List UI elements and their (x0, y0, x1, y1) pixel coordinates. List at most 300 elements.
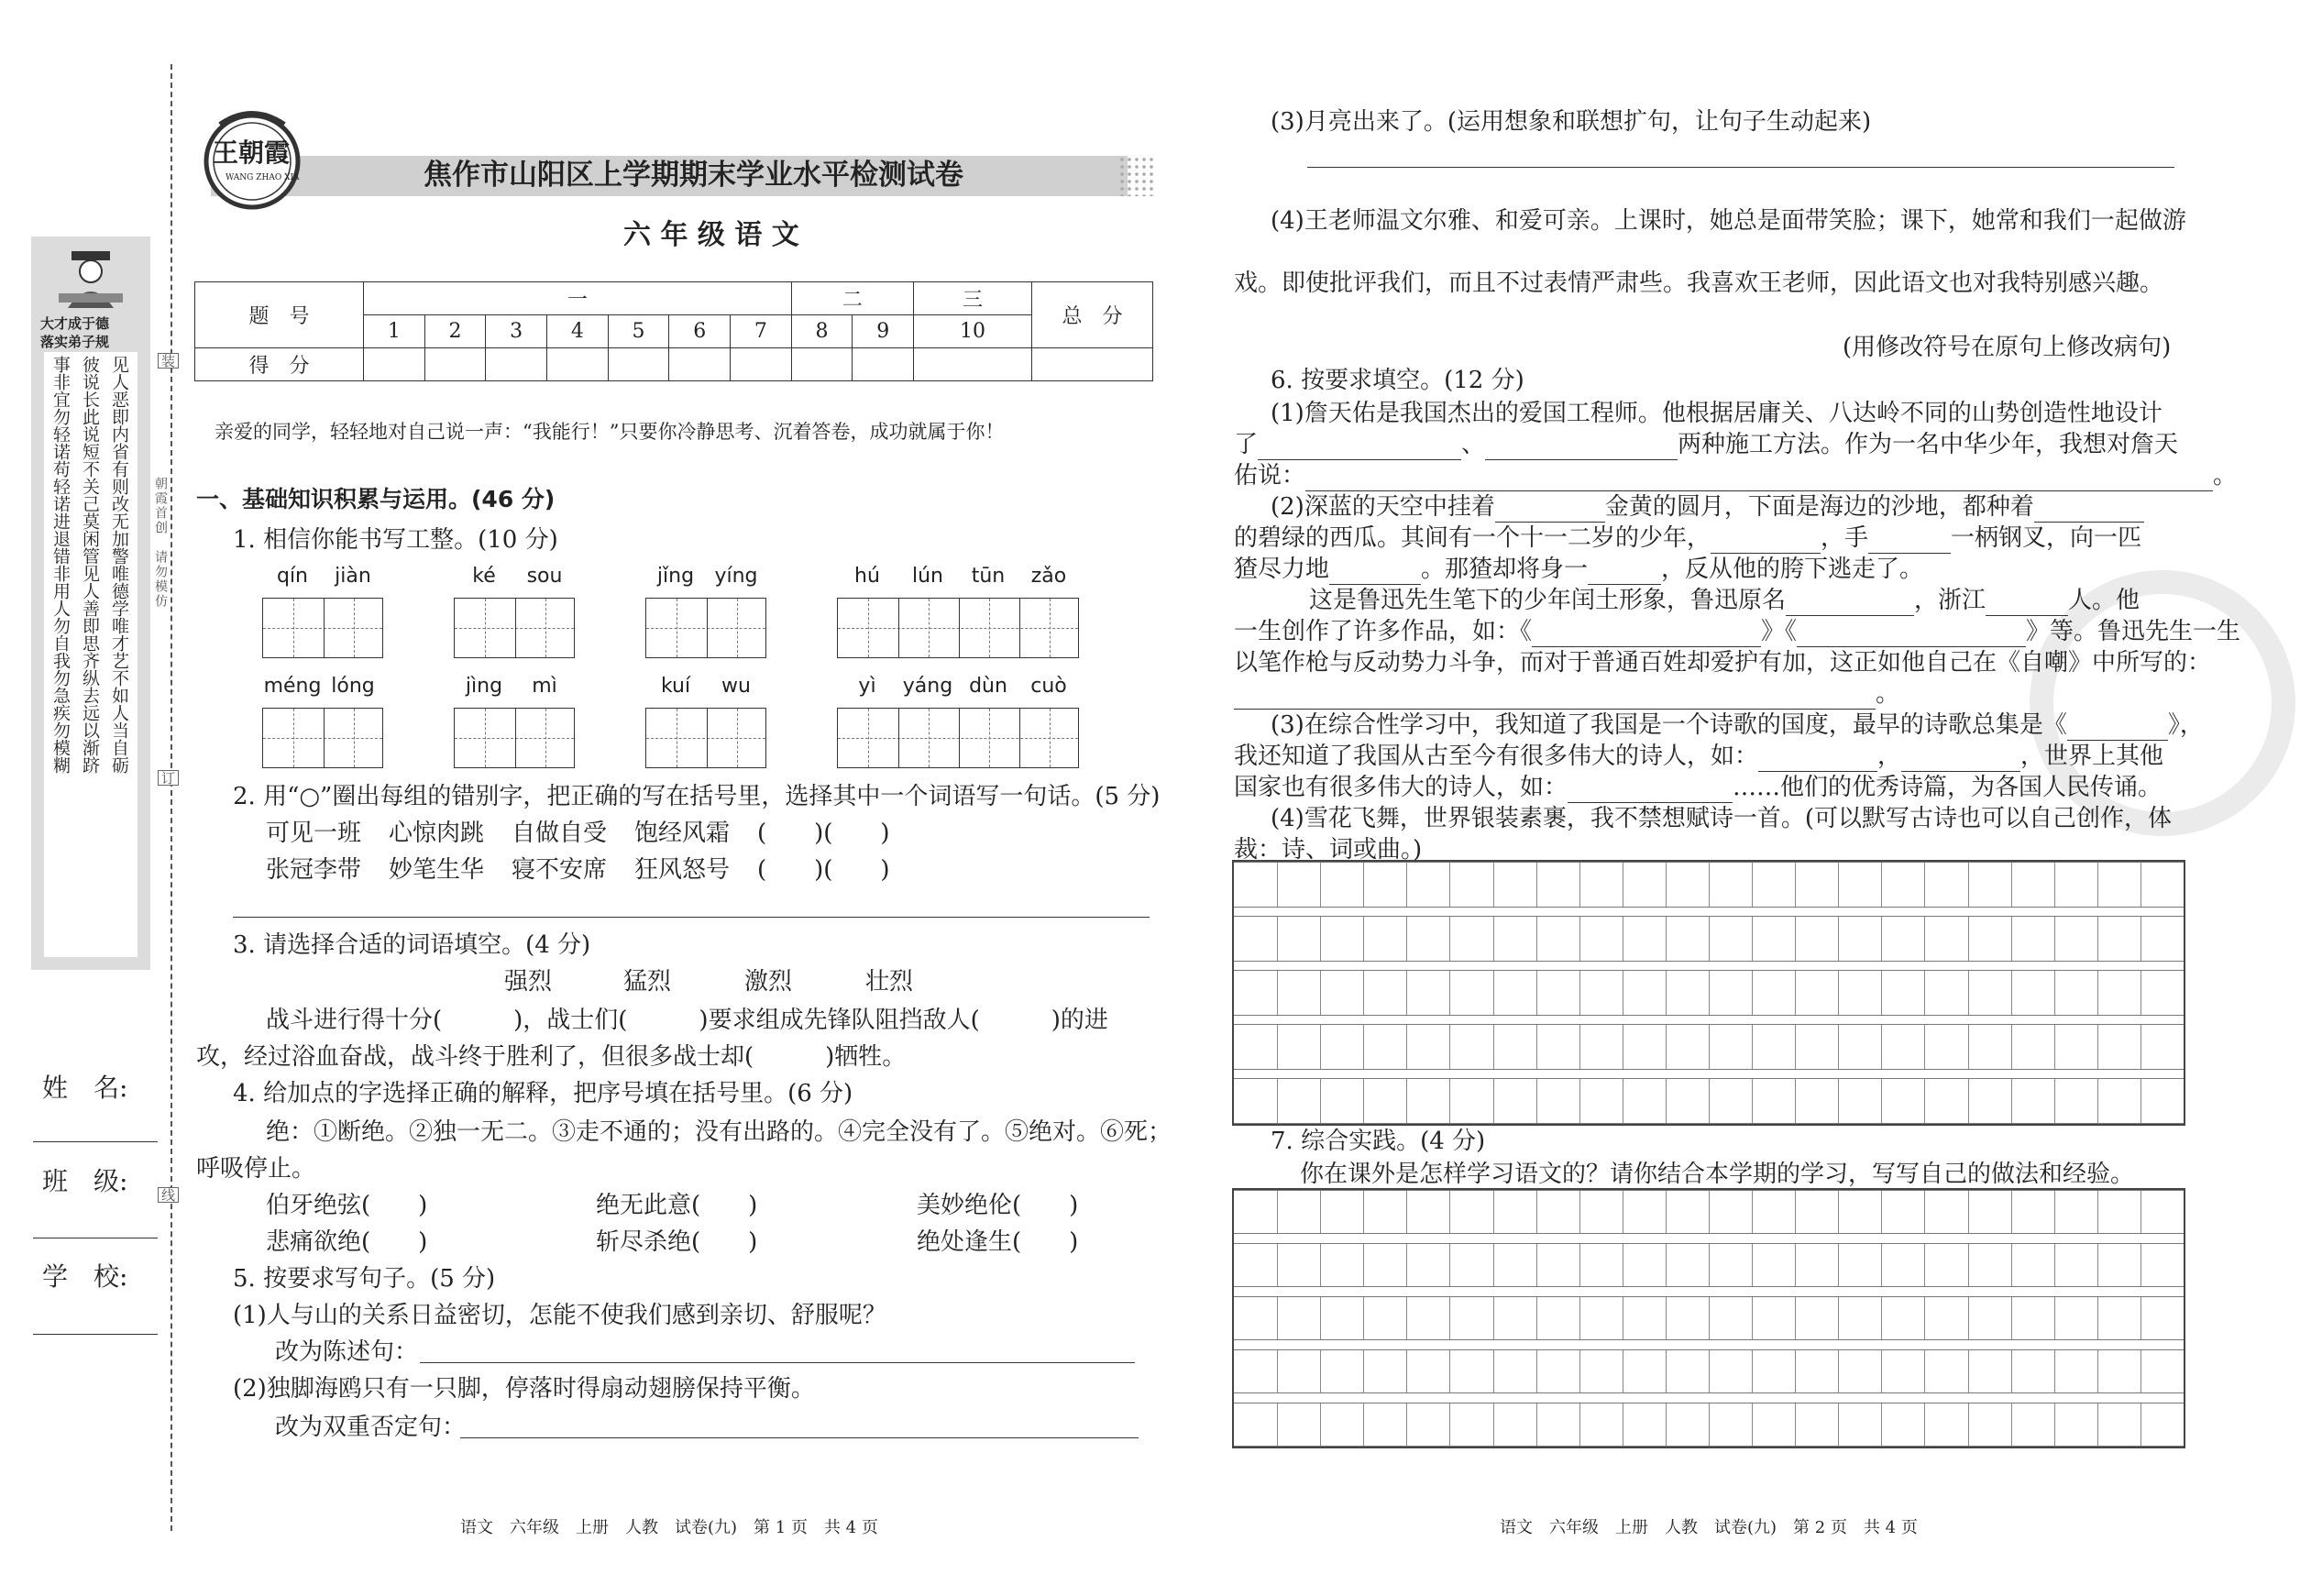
grid-cell-divider (1709, 1025, 1710, 1069)
grid-cell-divider (1666, 1025, 1667, 1069)
grid-cell-divider (1752, 1079, 1753, 1123)
grid-cell-divider (1795, 1079, 1796, 1123)
grid-cell-divider (1579, 1191, 1580, 1233)
section-one: 一 (364, 282, 792, 315)
grid-cell-divider (1752, 1191, 1753, 1233)
grid-cell-divider (1968, 1350, 1969, 1392)
q-num: 9 (853, 315, 914, 348)
grid-divider (324, 709, 325, 767)
grid-cell-divider (1709, 1244, 1710, 1286)
grid-cell-divider (1795, 1297, 1796, 1339)
character-writing-box[interactable] (837, 708, 1079, 768)
grid-cell-divider (1493, 1244, 1494, 1286)
q4-item-3[interactable]: 美妙绝伦( ) (917, 1192, 1079, 1219)
grid-row (1234, 1243, 2184, 1287)
q6-3-text-b3: ，世界上其他 (2020, 743, 2164, 770)
grid-cell-divider (1449, 1191, 1450, 1233)
grid-cell-divider (2054, 1025, 2055, 1069)
q6-blank[interactable] (1532, 625, 1761, 647)
grid-cell-divider (1493, 1297, 1494, 1339)
grid-cell-divider (1536, 1244, 1537, 1286)
grid-cell-divider (2097, 1244, 2098, 1286)
score-label: 得 分 (195, 348, 364, 381)
grid-cell-divider (1493, 1403, 1494, 1446)
grid-cell-divider (1795, 1244, 1796, 1286)
grid-guide (485, 709, 486, 767)
binding-mark-2: 订 (158, 770, 179, 786)
q6-2-text-a1: (2)深蓝的天空中挂着 (1271, 493, 1495, 521)
pinyin-label: sou (526, 565, 563, 588)
grid-cell-divider (1968, 1244, 1969, 1286)
grid-divider (707, 709, 708, 767)
motto-box (44, 352, 138, 957)
grid-cell-divider (2054, 1244, 2055, 1286)
grid-divider (1019, 599, 1020, 657)
grid-cell-divider (1536, 1191, 1537, 1233)
grid-cell-divider (1449, 1025, 1450, 1069)
pinyin-label: zǎo (1030, 565, 1067, 588)
q5-sentence-1: (1)人与山的关系日益密切，怎能不使我们感到亲切、舒服呢？ (233, 1302, 886, 1329)
grid-guide (737, 599, 738, 657)
essay-writing-grid[interactable] (1232, 1188, 2185, 1448)
q6-2-text-d3: 人。他 (2068, 587, 2140, 614)
character-writing-box[interactable] (645, 598, 766, 658)
q6-2-text-f: 以笔作枪与反动势力斗争，而对于普通百姓却爱护有加，这正如他自己在《自嘲》中所写的： (1234, 649, 2212, 677)
grid-cell-divider (1320, 1025, 1321, 1069)
grid-cell-divider (1579, 863, 1580, 907)
grid-cell-divider (2054, 1297, 2055, 1339)
score-cell[interactable] (853, 348, 914, 381)
q2-word-7: 寝不安席 (512, 856, 608, 884)
q4-item-2[interactable]: 绝无此意( ) (596, 1192, 758, 1219)
grid-cell-divider (2011, 863, 2012, 907)
q7-instruction: 你在课外是怎样学习语文的？请你结合本学期的学习，写写自己的做法和经验。 (1300, 1161, 2135, 1188)
grid-cell-divider (1666, 1244, 1667, 1286)
grid-guide (1050, 599, 1051, 657)
grid-cell-divider (1320, 863, 1321, 907)
q6-2-text-c2: 。那猹却将身一 (1421, 556, 1589, 583)
score-cell[interactable] (731, 348, 792, 381)
grid-cell-divider (1363, 971, 1364, 1015)
q-num: 3 (486, 315, 547, 348)
pinyin-label: cuò (1030, 675, 1067, 698)
character-writing-box[interactable] (837, 598, 1079, 658)
grid-cell-divider (2097, 1403, 2098, 1446)
grid-cell-divider (1536, 863, 1537, 907)
q6-blank[interactable] (1901, 750, 2020, 772)
grid-cell-divider (1277, 1079, 1278, 1123)
grid-cell-divider (2054, 1350, 2055, 1392)
grid-divider (707, 599, 708, 657)
grid-cell-divider (1968, 1079, 1969, 1123)
q5-sentence-2: (2)独脚海鸥只有一只脚，停落时得扇动翅膀保持平衡。 (233, 1375, 815, 1403)
q-num: 8 (791, 315, 853, 348)
q5-sentence-4a: (4)王老师温文尔雅、和爱可亲。上课时，她总是面带笑脸；课下，她常和我们一起做游 (1271, 207, 2186, 235)
score-cell[interactable] (424, 348, 486, 381)
grid-guide (929, 709, 930, 767)
grid-guide (354, 599, 355, 657)
grid-cell-divider (1666, 917, 1667, 961)
sidebar-panel (31, 237, 150, 970)
grid-cell-divider (2054, 863, 2055, 907)
grid-cell-divider (1881, 1079, 1882, 1123)
q6-blank[interactable] (1797, 625, 2026, 647)
q5-instruction-4: (用修改符号在原句上修改病句) (1843, 334, 2172, 361)
grid-cell-divider (1363, 1191, 1364, 1233)
q4-item-1[interactable]: 伯牙绝弦( ) (266, 1192, 428, 1219)
score-cell[interactable] (547, 348, 609, 381)
q6-blank[interactable] (1305, 469, 2213, 491)
grid-cell-divider (2097, 917, 2098, 961)
grid-cell-divider (1924, 1079, 1925, 1123)
grid-cell-divider (1536, 1350, 1537, 1392)
q5-answer-line-2[interactable] (460, 1437, 1139, 1438)
grid-cell-divider (1924, 1297, 1925, 1339)
q6-blank[interactable] (1495, 501, 1605, 523)
q-num: 1 (364, 315, 425, 348)
q2-word-4: 饱经风霜 (634, 820, 731, 847)
grid-cell-divider (1449, 1244, 1450, 1286)
character-writing-box[interactable] (262, 598, 383, 658)
brand-logo (193, 103, 312, 211)
grid-cell-divider (1579, 1350, 1580, 1392)
grid-row (1234, 1349, 2184, 1393)
class-label: 班 级: (42, 1166, 128, 1196)
grid-guide (485, 599, 486, 657)
grid-cell-divider (1752, 1297, 1753, 1339)
grid-cell-divider (2011, 1403, 2012, 1446)
grid-cell-divider (2054, 917, 2055, 961)
score-cell[interactable] (669, 348, 731, 381)
q4-item-5[interactable]: 斩尽杀绝( ) (596, 1228, 758, 1256)
q4-item-4[interactable]: 悲痛欲绝( ) (266, 1228, 428, 1256)
grid-cell-divider (1666, 1079, 1667, 1123)
q2-word-2: 心惊肉跳 (389, 820, 485, 847)
grid-guide (868, 709, 869, 767)
grid-cell-divider (2011, 917, 2012, 961)
grid-cell-divider (2097, 1350, 2098, 1392)
grid-guide (838, 628, 1078, 629)
grid-cell-divider (1363, 1297, 1364, 1339)
school-field[interactable] (33, 1334, 158, 1335)
grid-cell-divider (1795, 863, 1796, 907)
q2-answer-brackets[interactable]: ( )( ) (757, 820, 890, 847)
grid-cell-divider (1579, 1297, 1580, 1339)
grid-cell-divider (1277, 971, 1278, 1015)
grid-cell-divider (1666, 1191, 1667, 1233)
grid-cell-divider (1320, 1350, 1321, 1392)
grid-cell-divider (1406, 971, 1407, 1015)
grid-cell-divider (1666, 863, 1667, 907)
grid-divider (1019, 709, 1020, 767)
q6-blank[interactable] (1329, 563, 1421, 585)
q6-2-text-b (1234, 523, 2141, 554)
grid-cell-divider (1881, 863, 1882, 907)
score-cell[interactable] (914, 348, 1032, 381)
grid-cell-divider (1363, 917, 1364, 961)
grid-cell-divider (1493, 917, 1494, 961)
pinyin-label: yì (858, 675, 876, 698)
q-num: 6 (669, 315, 731, 348)
q6-3-text-c (1234, 772, 2162, 803)
grid-cell-divider (2011, 1350, 2012, 1392)
grid-cell-divider (1493, 1079, 1494, 1123)
grid-guide (293, 599, 294, 657)
question-4: 4. 给加点的字选择正确的解释，把序号填在括号里。(6 分) (233, 1080, 853, 1107)
q6-2-text-b1: 的碧绿的西瓜。其间有一个十一二岁的少年， (1234, 524, 1711, 552)
q6-1-text-b (1234, 429, 2178, 460)
grid-cell-divider (1277, 1191, 1278, 1233)
grid-cell-divider (1277, 917, 1278, 961)
q5-answer-line-1[interactable] (420, 1362, 1135, 1363)
q6-blank[interactable] (1485, 438, 1678, 460)
grid-cell-divider (1320, 1403, 1321, 1446)
grid-cell-divider (1449, 1350, 1450, 1392)
grid-cell-divider (1752, 1403, 1753, 1446)
q5-answer-line-3[interactable] (1307, 167, 2174, 168)
grid-cell-divider (1968, 1297, 1969, 1339)
grid-cell-divider (1968, 1191, 1969, 1233)
grid-cell-divider (1449, 971, 1450, 1015)
grid-cell-divider (1320, 1079, 1321, 1123)
grid-cell-divider (1881, 1350, 1882, 1392)
grid-cell-divider (1579, 1079, 1580, 1123)
grid-cell-divider (1838, 863, 1839, 907)
score-cell[interactable] (791, 348, 853, 381)
score-cell[interactable] (364, 348, 425, 381)
grid-guide (989, 709, 990, 767)
grid-cell-divider (1363, 1403, 1364, 1446)
grid-cell-divider (1666, 971, 1667, 1015)
q6-blank[interactable] (1234, 688, 1876, 710)
grid-cell-divider (1277, 1350, 1278, 1392)
character-writing-box[interactable] (454, 598, 575, 658)
q6-2-text-c (1234, 554, 1923, 585)
q3-text-1: 战斗进行得十分( )，战士们( )要求组成先锋队阻挡敌人( )的进 (266, 1007, 1108, 1034)
q6-blank[interactable] (1588, 563, 1661, 585)
q2-word-1: 可见一班 (266, 820, 362, 847)
grid-cell-divider (1924, 1350, 1925, 1392)
grid-cell-divider (2097, 1297, 2098, 1339)
brand-english: WANG ZHAO XIA (226, 173, 300, 182)
grid-cell-divider (1363, 1025, 1364, 1069)
grid-guide (868, 599, 869, 657)
grid-cell-divider (1709, 971, 1710, 1015)
grid-cell-divider (1881, 917, 1882, 961)
grid-cell-divider (1752, 1025, 1753, 1069)
q2-word-3: 自做自受 (512, 820, 608, 847)
grid-row (1234, 1024, 2184, 1070)
grid-cell-divider (1709, 863, 1710, 907)
character-writing-box[interactable] (262, 708, 383, 768)
score-cell[interactable] (608, 348, 669, 381)
grid-cell-divider (1493, 971, 1494, 1015)
grid-cell-divider (1881, 1297, 1882, 1339)
grid-cell-divider (1493, 1025, 1494, 1069)
q6-3-text-c1: 国家也有很多伟大的诗人，如： (1234, 774, 1568, 801)
grid-row (1234, 916, 2184, 962)
grid-cell-divider (1536, 1297, 1537, 1339)
grid-guide (646, 628, 765, 629)
q6-blank[interactable] (1711, 532, 1821, 554)
grid-cell-divider (2054, 971, 2055, 1015)
q6-4-text-a: (4)雪花飞舞，世界银装素裹，我不禁想赋诗一首。(可以默写古诗也可以自己创作，体 (1271, 805, 2172, 832)
grid-cell-divider (1277, 1025, 1278, 1069)
grid-cell-divider (1406, 1244, 1407, 1286)
pinyin-label: mì (532, 675, 557, 698)
grid-cell-divider (1579, 1244, 1580, 1286)
grid-cell-divider (2097, 971, 2098, 1015)
score-cell[interactable] (486, 348, 547, 381)
q5-sentence-3: (3)月亮出来了。(运用想象和联想扩句，让句子生动起来) (1271, 108, 1872, 136)
grid-cell-divider (2011, 1191, 2012, 1233)
grid-cell-divider (1406, 1079, 1407, 1123)
q6-blank[interactable] (1986, 594, 2068, 616)
q5-prompt-2: 改为双重否定句： (275, 1414, 467, 1441)
pinyin-label: wu (721, 675, 751, 698)
name-field[interactable] (33, 1141, 158, 1142)
grid-cell-divider (1752, 971, 1753, 1015)
q6-blank[interactable] (1568, 781, 1733, 803)
grid-cell-divider (2140, 1244, 2141, 1286)
pinyin-label: yáng (902, 675, 953, 698)
q6-2-text-d (1309, 585, 2140, 616)
q2-answer-brackets[interactable]: ( )( ) (757, 856, 890, 884)
q6-blank[interactable] (2034, 501, 2144, 523)
q5-sentence-4b: 戏。即使批评我们，而且不过表情严肃些。我喜欢王老师，因此语文也对我特别感兴趣。 (1234, 270, 2164, 297)
grid-row (1234, 1190, 2184, 1234)
pinyin-label: jiàn (335, 565, 371, 588)
grid-cell-divider (1924, 1403, 1925, 1446)
binding-mark-1: 装 (158, 353, 179, 369)
motto-1: 大才成于德 (40, 315, 110, 332)
grid-cell-divider (1709, 1079, 1710, 1123)
grid-cell-divider (2054, 1191, 2055, 1233)
q6-2-text-d2: ，浙江 (1914, 587, 1986, 614)
grid-cell-divider (1709, 1350, 1710, 1392)
motto-column-1: 见人恶即内省有则改无加警唯德学唯才艺不如人当自砺 (109, 356, 129, 774)
q6-2-text-e3: 》等。鲁迅先生一生 (2026, 618, 2241, 645)
q6-blank[interactable] (1258, 438, 1461, 460)
grid-cell-divider (1277, 1403, 1278, 1446)
grid-cell-divider (1795, 917, 1796, 961)
grid-cell-divider (1838, 1297, 1839, 1339)
q4-item-6[interactable]: 绝处逢生( ) (917, 1228, 1079, 1256)
grid-cell-divider (1924, 1191, 1925, 1233)
grid-cell-divider (1795, 1191, 1796, 1233)
motto-column-3: 事非宜勿轻诺苟轻诺进退错非用人勿自我勿急疾勿模糊 (50, 356, 71, 774)
grid-cell-divider (1752, 1350, 1753, 1392)
pinyin-label: ké (472, 565, 496, 588)
total-label: 总 分 (1032, 282, 1153, 348)
grid-cell-divider (1968, 1403, 1969, 1446)
question-6: 6. 按要求填空。(12 分) (1271, 367, 1524, 394)
grid-cell-divider (1579, 1403, 1580, 1446)
grid-cell-divider (1795, 1350, 1796, 1392)
poem-writing-grid[interactable] (1232, 860, 2185, 1126)
total-cell[interactable] (1032, 348, 1153, 381)
grid-guide (263, 738, 382, 739)
grid-cell-divider (1968, 917, 1969, 961)
pinyin-label: kuí (660, 675, 691, 698)
q-num: 7 (731, 315, 792, 348)
grid-row (1234, 970, 2184, 1016)
section-two: 二 (791, 282, 913, 315)
grid-cell-divider (2097, 1079, 2098, 1123)
grid-cell-divider (1493, 1191, 1494, 1233)
character-writing-box[interactable] (454, 708, 575, 768)
grid-cell-divider (1666, 1297, 1667, 1339)
watermark-stamp (2030, 570, 2295, 836)
grid-cell-divider (1968, 863, 1969, 907)
q6-1-text-b3: 两种施工方法。作为一名中华少年，我想对詹天 (1678, 431, 2179, 458)
q2-sentence-line[interactable] (233, 917, 1150, 918)
question-7: 7. 综合实践。(4 分) (1271, 1128, 1486, 1155)
q6-2-text-g (1234, 678, 1899, 710)
grid-cell-divider (1968, 971, 1969, 1015)
grid-cell-divider (1406, 917, 1407, 961)
grid-cell-divider (2097, 1025, 2098, 1069)
q3-word-3: 激烈 (744, 968, 793, 996)
grid-cell-divider (1838, 971, 1839, 1015)
footer-left: 语文 六年级 上册 人教 试卷(九) 第 1 页 共 4 页 (460, 1518, 878, 1537)
grid-cell-divider (1449, 1297, 1450, 1339)
grid-cell-divider (1320, 1297, 1321, 1339)
grid-cell-divider (1795, 1403, 1796, 1446)
q6-blank[interactable] (1758, 750, 1877, 772)
question-5: 5. 按要求写句子。(5 分) (233, 1265, 496, 1293)
q6-2-text-c1: 猹尽力地 (1234, 556, 1330, 583)
grid-cell-divider (1363, 863, 1364, 907)
q2-word-5: 张冠李带 (266, 856, 362, 884)
q-num: 2 (424, 315, 486, 348)
scholar-icon (51, 248, 130, 312)
character-writing-box[interactable] (645, 708, 766, 768)
grid-cell-divider (1536, 971, 1537, 1015)
grid-cell-divider (1709, 1297, 1710, 1339)
q6-1-text-b2: 、 (1461, 431, 1486, 458)
grid-guide (737, 709, 738, 767)
q6-1-text-c1: 佑说： (1234, 462, 1306, 490)
q6-4-text-b: 裁：诗、词或曲。) (1234, 836, 1423, 864)
q6-3-text-a1: (3)在综合性学习中，我知道了我国是一个诗歌的国度，最早的诗歌总集是《 (1271, 711, 2067, 739)
grid-cell-divider (1363, 1350, 1364, 1392)
q4-definitions-cont: 呼吸停止。 (196, 1155, 316, 1183)
grid-cell-divider (1924, 863, 1925, 907)
grid-cell-divider (1968, 1025, 1969, 1069)
grid-cell-divider (2140, 1191, 2141, 1233)
section-one-heading: 一、基础知识积累与运用。(46 分) (196, 486, 556, 512)
grid-cell-divider (2140, 1350, 2141, 1392)
q6-2-text-e2: 》《 (1761, 618, 1798, 645)
pinyin-label: dùn (969, 675, 1007, 698)
section-three: 三 (914, 282, 1032, 315)
grid-cell-divider (1795, 971, 1796, 1015)
q6-2-text-g1: 。 (1876, 680, 1900, 708)
q-num: 10 (914, 315, 1032, 348)
q6-3-text-b (1234, 741, 2163, 772)
grid-cell-divider (1320, 1191, 1321, 1233)
grid-cell-divider (1406, 1297, 1407, 1339)
grid-cell-divider (1924, 971, 1925, 1015)
score-table (194, 281, 1153, 381)
grid-row (1234, 1078, 2184, 1124)
grid-cell-divider (2140, 971, 2141, 1015)
q6-blank[interactable] (1868, 532, 1951, 554)
grid-divider (324, 599, 325, 657)
q6-blank[interactable] (1786, 594, 1914, 616)
grid-cell-divider (1406, 1350, 1407, 1392)
